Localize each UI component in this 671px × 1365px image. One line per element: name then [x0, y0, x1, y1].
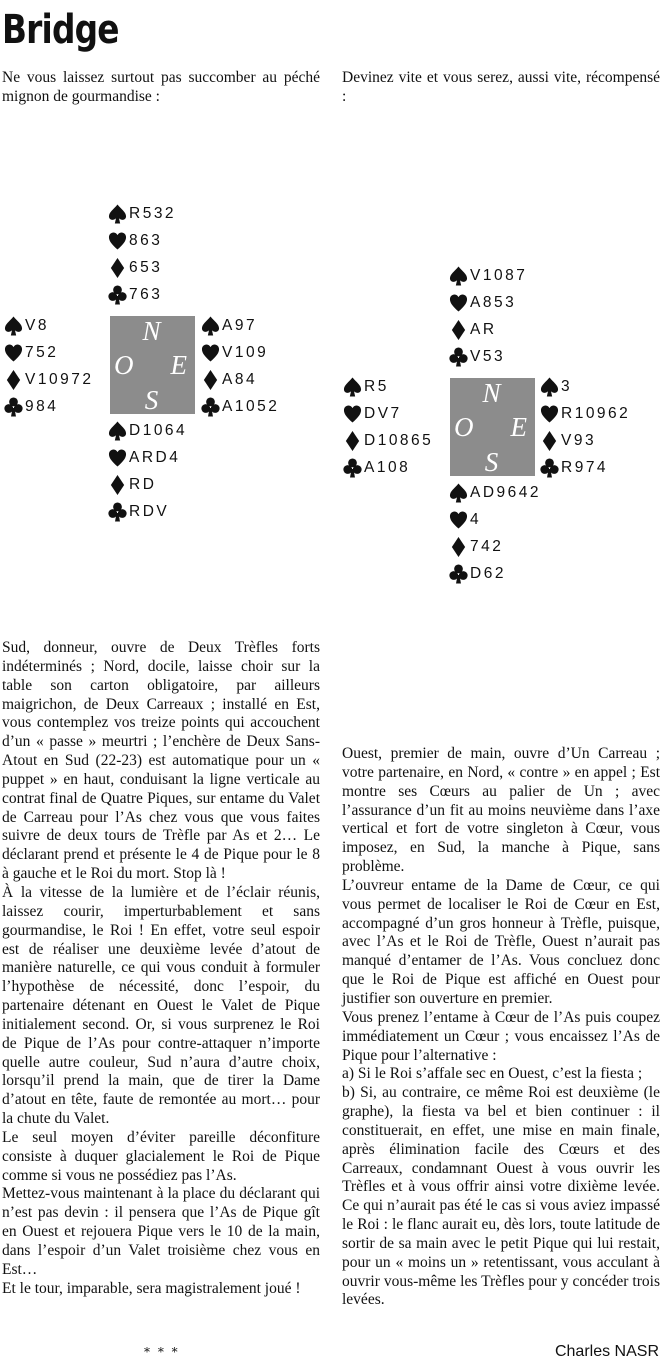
compass-west: O — [454, 412, 476, 442]
heart-icon — [449, 292, 468, 314]
page-title: Bridge — [2, 7, 119, 53]
suit-line-hearts — [108, 445, 187, 472]
cards-diamonds: RD — [129, 475, 157, 493]
suit-line-diamonds — [4, 367, 93, 394]
suit-line-spades — [449, 480, 541, 507]
suit-line-clubs — [4, 393, 93, 420]
cards-spades: V1087 — [470, 267, 528, 285]
cards-hearts: R10962 — [561, 405, 631, 423]
diamond-icon — [343, 430, 362, 452]
suit-line-diamonds — [449, 317, 527, 344]
compass-east: E — [510, 412, 529, 442]
cards-clubs: V53 — [470, 347, 506, 365]
suit-line-clubs — [343, 454, 433, 481]
heart-icon — [201, 342, 220, 364]
cards-hearts: DV7 — [364, 405, 402, 423]
cards-diamonds: AR — [470, 320, 497, 338]
diamond-icon — [540, 430, 559, 452]
compass-box — [110, 316, 195, 414]
cards-diamonds: A84 — [222, 370, 258, 388]
cards-spades: R5 — [364, 378, 389, 396]
suit-line-hearts — [540, 401, 630, 428]
spade-icon — [108, 203, 127, 225]
cards-spades: 3 — [561, 378, 573, 396]
heart-icon — [540, 403, 559, 425]
hand-west — [343, 374, 433, 481]
spade-icon — [449, 482, 468, 504]
heart-icon — [343, 403, 362, 425]
hand-east — [201, 313, 279, 420]
suit-line-hearts — [343, 401, 433, 428]
suit-line-diamonds — [108, 255, 176, 282]
suit-line-spades — [449, 263, 527, 290]
spade-icon — [201, 315, 220, 337]
cards-diamonds: 742 — [470, 537, 504, 555]
article-column-left — [2, 639, 320, 1299]
cards-diamonds: D10865 — [364, 431, 434, 449]
spade-icon — [108, 420, 127, 442]
cards-clubs: RDV — [129, 502, 170, 520]
cards-clubs: 984 — [25, 397, 59, 415]
suit-line-hearts — [4, 340, 93, 367]
cards-hearts: V109 — [222, 344, 269, 362]
cards-hearts: 4 — [470, 511, 482, 529]
heart-icon — [108, 230, 127, 252]
paragraph: a) Si le Roi s’affale sec en Ouest, c’est la fiesta ; — [342, 1065, 643, 1083]
cards-clubs: 763 — [129, 285, 163, 303]
spade-icon — [449, 265, 468, 287]
compass-south: S — [144, 385, 161, 415]
cards-spades: D1064 — [129, 422, 188, 440]
suit-line-diamonds — [201, 367, 279, 394]
paragraph: b) Si, au contraire, ce même Roi est deuxième (le graphe), la fiesta va bel et bien continuer : il constituerait, en effet, une mise en main finale, après élimination facile des Cœurs et des Carreaux, condamnant Ouest à vous ouvrir les Trèfles et à vous offrir ainsi votre dixième levée. Ce qui n’aurait pas été le cas si vous aviez impassé le Roi : le flanc aurait eu, dès lors, toute latitude de sortir de sa main avec le petit Pique qui lui restait, pour un « moins un » retentissant, vous acculant à ouvrir vous-même les Trèfles pour y concéder trois levées. — [342, 1084, 660, 1309]
intro-left: Ne vous laissez surtout pas succomber au péché mignon de gourmandise : — [2, 69, 320, 105]
cards-clubs: A108 — [364, 458, 411, 476]
paragraph: Le seul moyen d’éviter pareille déconfiture consiste à duquer glacialement le Roi de Pique comme si vous ne possédiez pas l’As. — [2, 1128, 320, 1184]
suit-line-diamonds — [540, 428, 630, 455]
spade-icon — [4, 315, 23, 337]
paragraph: Et le tour, imparable, sera magistralement joué ! — [2, 1279, 301, 1297]
cards-diamonds: V10972 — [25, 370, 94, 388]
diamond-icon — [449, 536, 468, 558]
spade-icon — [343, 376, 362, 398]
cards-hearts: 752 — [25, 344, 59, 362]
suit-line-spades — [108, 201, 176, 228]
compass-west: O — [114, 350, 136, 380]
cards-clubs: D62 — [470, 564, 506, 582]
hand-south — [449, 480, 541, 587]
article-column-right — [342, 745, 660, 1310]
suit-line-clubs — [449, 560, 541, 587]
diamond-icon — [108, 257, 127, 279]
cards-clubs: R974 — [561, 458, 609, 476]
suit-line-spades — [108, 418, 187, 445]
paragraph: Ouest, premier de main, ouvre d’Un Carreau ; votre partenaire, en Nord, « contre » en appel ; Est montre ses Cœurs au palier de Un ; avec l’assurance d’un fit au moins neuvième dans l’axe vertical et fort de votre singleton à Cœur, vous imposez, en Sud, la manche à Pique, sans problème. — [342, 745, 660, 876]
hand-east — [540, 374, 630, 481]
separator-stars: * * * — [144, 1345, 180, 1359]
club-icon — [540, 457, 559, 479]
suit-line-clubs — [108, 498, 187, 525]
cards-diamonds: V93 — [561, 431, 597, 449]
suit-line-clubs — [108, 281, 176, 308]
paragraph: À la vitesse de la lumière et de l’éclair réunis, laissez courir, imperturbablement et sans gourmandise, le Roi ! En effet, votre seul espoir est de réaliser une deuxième levée d’atout de manière naturelle, ce qui vous conduit à formuler l’hypothèse de nécessité, donc l’espoir, du partenaire détenant en Ouest le Valet de Pique initialement second. Or, si vous surprenez le Roi de Pique de l’As pour contre-attaquer n’importe quelle autre couleur, Sud n’aura d’autre choix, lorsqu’il prend la main, que de tirer la Dame d’atout en tête, faute de remontée au mort… pour la chute du Valet. — [2, 883, 320, 1128]
compass-east: E — [170, 350, 189, 380]
suit-line-hearts — [108, 228, 176, 255]
suit-line-hearts — [201, 340, 279, 367]
cards-spades: V8 — [25, 317, 49, 335]
suit-line-diamonds — [108, 472, 187, 499]
hand-west — [4, 313, 93, 420]
club-icon — [449, 563, 468, 585]
heart-icon — [4, 342, 23, 364]
hand-north — [108, 201, 176, 308]
suit-line-diamonds — [449, 534, 541, 561]
suit-line-clubs — [540, 454, 630, 481]
intro-right: Devinez vite et vous serez, aussi vite, récompensé : — [342, 69, 660, 105]
club-icon — [201, 396, 220, 418]
suit-line-spades — [540, 374, 630, 401]
diamond-icon — [449, 319, 468, 341]
cards-spades: AD9642 — [470, 484, 542, 502]
cards-clubs: A1052 — [222, 397, 280, 415]
cards-hearts: ARD4 — [129, 449, 181, 467]
heart-icon — [449, 509, 468, 531]
club-icon — [343, 457, 362, 479]
author-signature: Charles NASR — [554, 1343, 659, 1360]
club-icon — [4, 396, 23, 418]
cards-hearts: 863 — [129, 232, 163, 250]
heart-icon — [108, 447, 127, 469]
diamond-icon — [4, 369, 23, 391]
diamond-icon — [201, 369, 220, 391]
cards-hearts: A853 — [470, 294, 517, 312]
hand-north — [449, 263, 527, 370]
spade-icon — [540, 376, 559, 398]
suit-line-spades — [201, 313, 279, 340]
suit-line-hearts — [449, 507, 541, 534]
club-icon — [108, 284, 127, 306]
paragraph: Mettez-vous maintenant à la place du déclarant qui n’est pas devin : il pensera que l’As de Pique gît en Ouest et rejouera Pique vers le 10 de la main, dans l’espoir d’un Valet troisième chez vous en Est… — [2, 1185, 320, 1278]
cards-spades: A97 — [222, 317, 258, 335]
club-icon — [449, 346, 468, 368]
compass-north: N — [482, 378, 503, 408]
suit-line-hearts — [449, 290, 527, 317]
club-icon — [108, 501, 127, 523]
suit-line-spades — [4, 313, 93, 340]
cards-spades: R532 — [129, 205, 177, 223]
cards-diamonds: 653 — [129, 258, 163, 276]
compass-south: S — [484, 447, 501, 477]
paragraph: Sud, donneur, ouvre de Deux Trèfles forts indéterminés ; Nord, docile, laisse choir sur la table son carton obligatoire, par ailleurs maigrichon, de Deux Carreaux ; installé en Est, vous contemplez vos treize points qui accouchent d’un « passe » meurtri ; l’enchère de Deux Sans-Atout en Sud (22-23) est automatique pour un « puppet » en haut, conduisant la ligne verticale au contrat final de Quatre Piques, sur entame du Valet de Carreau pour l’As chez vous que vous faites suivre de deux tours de Trèfle par As et 2… Le déclarant prend et présente le 4 de Pique pour le 8 à gauche et le Roi du mort. Stop là ! — [2, 639, 320, 883]
hand-south — [108, 418, 187, 525]
suit-line-spades — [343, 374, 433, 401]
paragraph: L’ouvreur entame de la Dame de Cœur, ce qui vous permet de localiser le Roi de Cœur en Est, accompagné d’un gros honneur à Trèfle, puisque, avec l’As et le Roi de Trèfle, Ouest n’aurait pas manqué d’entamer de l’As. Vous concluez donc que le Roi de Pique est affiché en Ouest pour justifier son ouverture en premier. — [342, 876, 660, 1007]
paragraph: Vous prenez l’entame à Cœur de l’As puis coupez immédiatement un Cœur ; vous encaissez l’As de Pique pour l’alternative : — [342, 1008, 660, 1064]
suit-line-diamonds — [343, 428, 433, 455]
suit-line-clubs — [449, 343, 527, 370]
suit-line-clubs — [201, 393, 279, 420]
compass-box — [450, 378, 535, 476]
compass-north: N — [142, 316, 163, 346]
diamond-icon — [108, 474, 127, 496]
